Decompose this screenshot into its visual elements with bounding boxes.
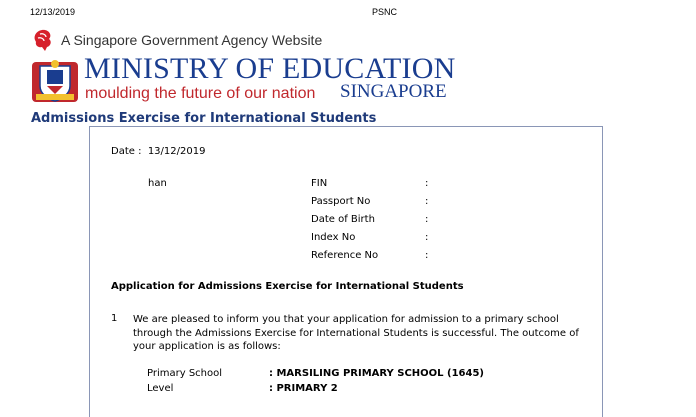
date-value: 13/12/2019 — [147, 146, 206, 157]
moe-motto: moulding the future of our nation — [85, 85, 316, 102]
field-label: Passport No — [311, 196, 371, 207]
applicant-fields — [311, 178, 435, 268]
detail-row-school — [147, 368, 484, 383]
letter-date — [111, 146, 205, 157]
field-row-reference — [311, 250, 435, 268]
gov-banner[interactable] — [31, 28, 322, 52]
letter-subject: Application for Admissions Exercise for International Students — [111, 281, 464, 292]
paragraph-number: 1 — [111, 313, 118, 324]
gov-banner-text: A Singapore Government Agency Website — [61, 32, 323, 48]
field-colon: : — [425, 196, 429, 207]
admission-details — [147, 368, 484, 398]
moe-crest-icon — [30, 56, 80, 106]
detail-value: : PRIMARY 2 — [269, 383, 338, 394]
detail-row-level — [147, 383, 484, 398]
moe-name: MINISTRY OF EDUCATION — [84, 52, 456, 85]
detail-value: : MARSILING PRIMARY SCHOOL (1645) — [269, 368, 484, 379]
field-label: FIN — [311, 178, 328, 189]
lion-head-icon — [31, 28, 53, 52]
field-label: Date of Birth — [311, 214, 375, 225]
field-colon: : — [425, 250, 429, 261]
field-row-dob — [311, 214, 435, 232]
field-row-passport — [311, 196, 435, 214]
applicant-name: han — [148, 178, 167, 189]
print-title: PSNC — [372, 7, 398, 17]
date-label: Date : — [111, 146, 142, 157]
moe-country: SINGAPORE — [340, 81, 447, 102]
field-colon: : — [425, 178, 429, 189]
print-date: 12/13/2019 — [30, 7, 76, 17]
detail-label: Level — [147, 383, 174, 394]
page-title: Admissions Exercise for International Students — [31, 111, 377, 126]
field-label: Reference No — [311, 250, 379, 261]
paragraph-text: We are pleased to inform you that your application for admission to a primary school through the Admissions Exercise for International Students is successful. The outcome of your application is as follows: — [133, 314, 579, 352]
field-row-index — [311, 232, 435, 250]
field-row-fin — [311, 178, 435, 196]
field-colon: : — [425, 214, 429, 225]
field-colon: : — [425, 232, 429, 243]
field-label: Index No — [311, 232, 356, 243]
detail-label: Primary School — [147, 368, 223, 379]
